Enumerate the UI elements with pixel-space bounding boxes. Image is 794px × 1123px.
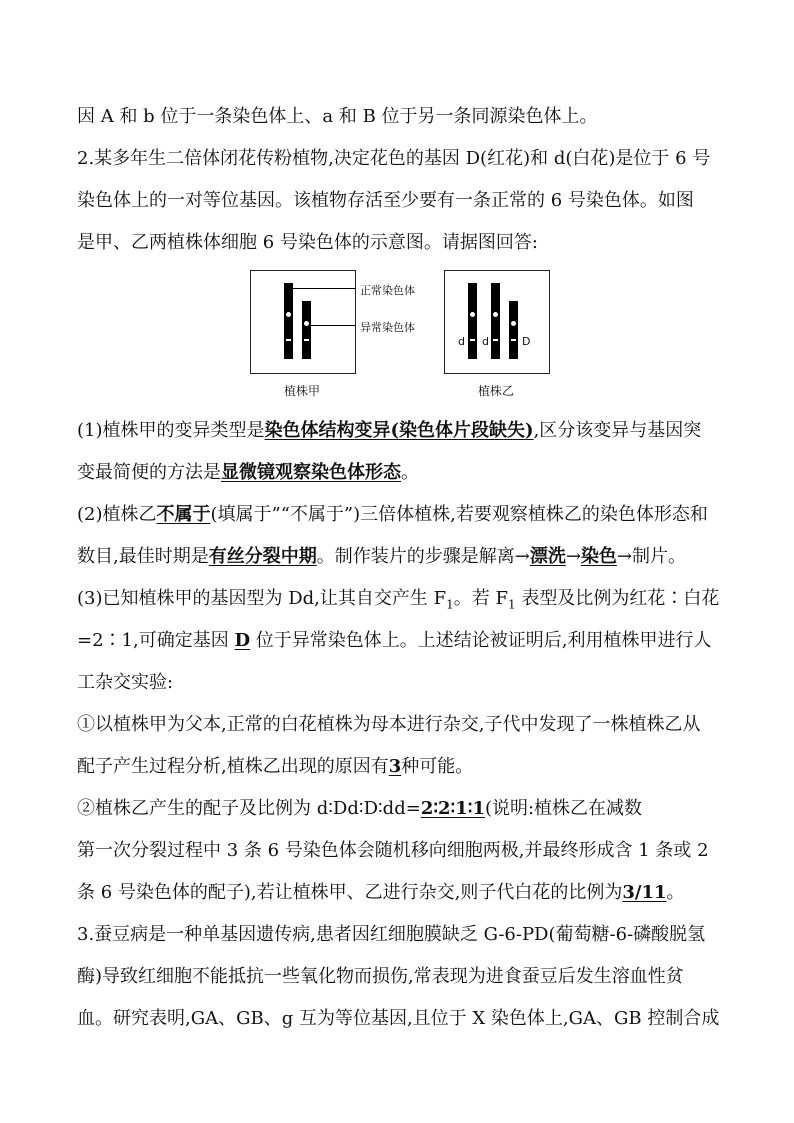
gene-band [304,339,309,341]
q1-text: (1)植株甲的变异类型是 [77,420,265,441]
normal-chromosome [284,283,293,359]
q3-1-text: 种可能。 [401,756,474,777]
gene-label-d: d [458,335,465,348]
q4-line-2: 酶)导致红细胞不能抵抗一些氧化物而损伤,常表现为进食蚕豆后发生溶血性贫 [77,966,684,987]
q3-text: 位于异常染色体上。上述结论被证明后,利用植株甲进行人 [250,630,712,651]
plant-yi-box [444,270,550,374]
q3-2-line-1 [77,796,722,822]
normal-chromosome [491,283,500,359]
q1-text: 。 [401,462,419,483]
q4-line-3: 血。研究表明,GA、GB、g 互为等位基因,且位于 X 染色体上,GA、GB 控制合成 [77,1008,720,1029]
q2-text: 数目,最佳时期是 [77,546,209,567]
subscript: 1 [507,597,516,612]
q2-text: → [565,546,581,567]
centromere [510,320,517,327]
gene-band [511,339,516,341]
q4-line-1: 3.蚕豆病是一种单基因遗传病,患者因红细胞膜缺乏 G-6-PD(葡萄糖-6-磷酸脱氢 [77,924,706,945]
label-abnormal-chromosome: 异常染色体 [360,321,415,334]
q2-text: →制片。 [616,546,687,567]
q2-line-2 [77,544,722,570]
q3-1-text: 配子产生过程分析,植株乙出现的原因有 [77,756,389,777]
q3-text: 表型及比例为红花∶白花 [515,588,720,609]
gene-band [493,339,498,341]
q2-line-1 [77,502,722,528]
caption-plant-yi: 植株乙 [478,384,515,398]
gene-band [286,339,291,341]
gene-label-D: D [522,335,531,348]
q2-answer-2: 有丝分裂中期 [208,546,317,567]
text-line-4: 是甲、乙两植株体细胞 6 号染色体的示意图。请据图回答: [77,232,538,253]
q3-line-2 [77,628,722,654]
q3-2-line-3 [77,880,722,906]
arrow-normal [293,288,355,289]
text-line-3: 染色体上的一对等位基因。该植物存活至少要有一条正常的 6 号染色体。如图 [77,190,694,211]
q3-2-text: 条 6 号染色体的配子),若让植株甲、乙进行杂交,则子代白花的比例为 [77,882,623,903]
centromere [469,311,476,318]
subscript: 1 [446,597,454,612]
q3-2-answer-2: 3/11 [622,882,667,903]
q3-1-answer: 3 [388,756,402,777]
q3-1-line-1: ①以植株甲为父本,正常的白花植株为母本进行杂交,子代中发现了一株植株乙从 [77,714,701,735]
caption-plant-jia: 植株甲 [284,384,321,398]
text-line-2: 2.某多年生二倍体闭花传粉植物,决定花色的基因 D(红花)和 d(白花)是位于 6 号 [77,148,711,169]
centromere [303,320,310,327]
gene-label-d: d [482,335,489,348]
q1-answer-2: 显微镜观察染色体形态 [221,462,401,483]
q3-line-3: 工杂交实验: [77,672,174,693]
q3-text: 。若 F [453,588,508,609]
q3-2-line-2: 第一次分裂过程中 3 条 6 号染色体会随机移向细胞两极,并最终形成含 1 条或 2 [77,840,709,861]
q1-line-1 [77,418,722,444]
q1-answer-1: 染色体结构变异(染色体片段缺失) [264,420,534,441]
q1-text: 变最简便的方法是 [77,462,221,483]
q1-text: ,区分该变异与基因突 [533,420,702,441]
centromere [285,311,292,318]
normal-chromosome [468,283,477,359]
abnormal-chromosome [302,301,311,359]
q3-2-text: ②植株乙产生的配子及比例为 d∶Dd∶D∶dd= [77,798,421,819]
q3-line-1 [77,586,722,612]
q3-answer-1: D [234,630,251,651]
q2-answer-1: 不属于 [156,504,211,525]
q3-1-line-2 [77,754,722,780]
plant-jia-box [250,270,356,374]
q3-2-text: (说明:植株乙在减数 [484,798,643,819]
chromosome-figure [0,270,794,398]
q2-text: (填属于”“不属于”)三倍体植株,若要观察植株乙的染色体形态和 [210,504,708,525]
q2-text: (2)植株乙 [77,504,157,525]
q3-text: =2∶1,可确定基因 [77,630,235,651]
q1-line-2 [77,460,722,486]
q2-text: 。制作装片的步骤是解离→ [316,546,530,567]
arrow-abnormal [310,325,355,326]
text-line-1: 因 A 和 b 位于一条染色体上、a 和 B 位于另一条同源染色体上。 [77,106,598,127]
q3-2-text: 。 [666,882,685,903]
q3-text: (3)已知植株甲的基因型为 Dd,让其自交产生 F [77,588,447,609]
label-normal-chromosome: 正常染色体 [360,284,415,297]
q2-answer-3: 漂洗 [529,546,566,567]
q2-answer-4: 染色 [580,546,617,567]
gene-band [470,339,475,341]
centromere [492,311,499,318]
abnormal-chromosome [509,301,518,359]
q3-2-answer-1: 2∶2∶1∶1 [420,798,485,819]
